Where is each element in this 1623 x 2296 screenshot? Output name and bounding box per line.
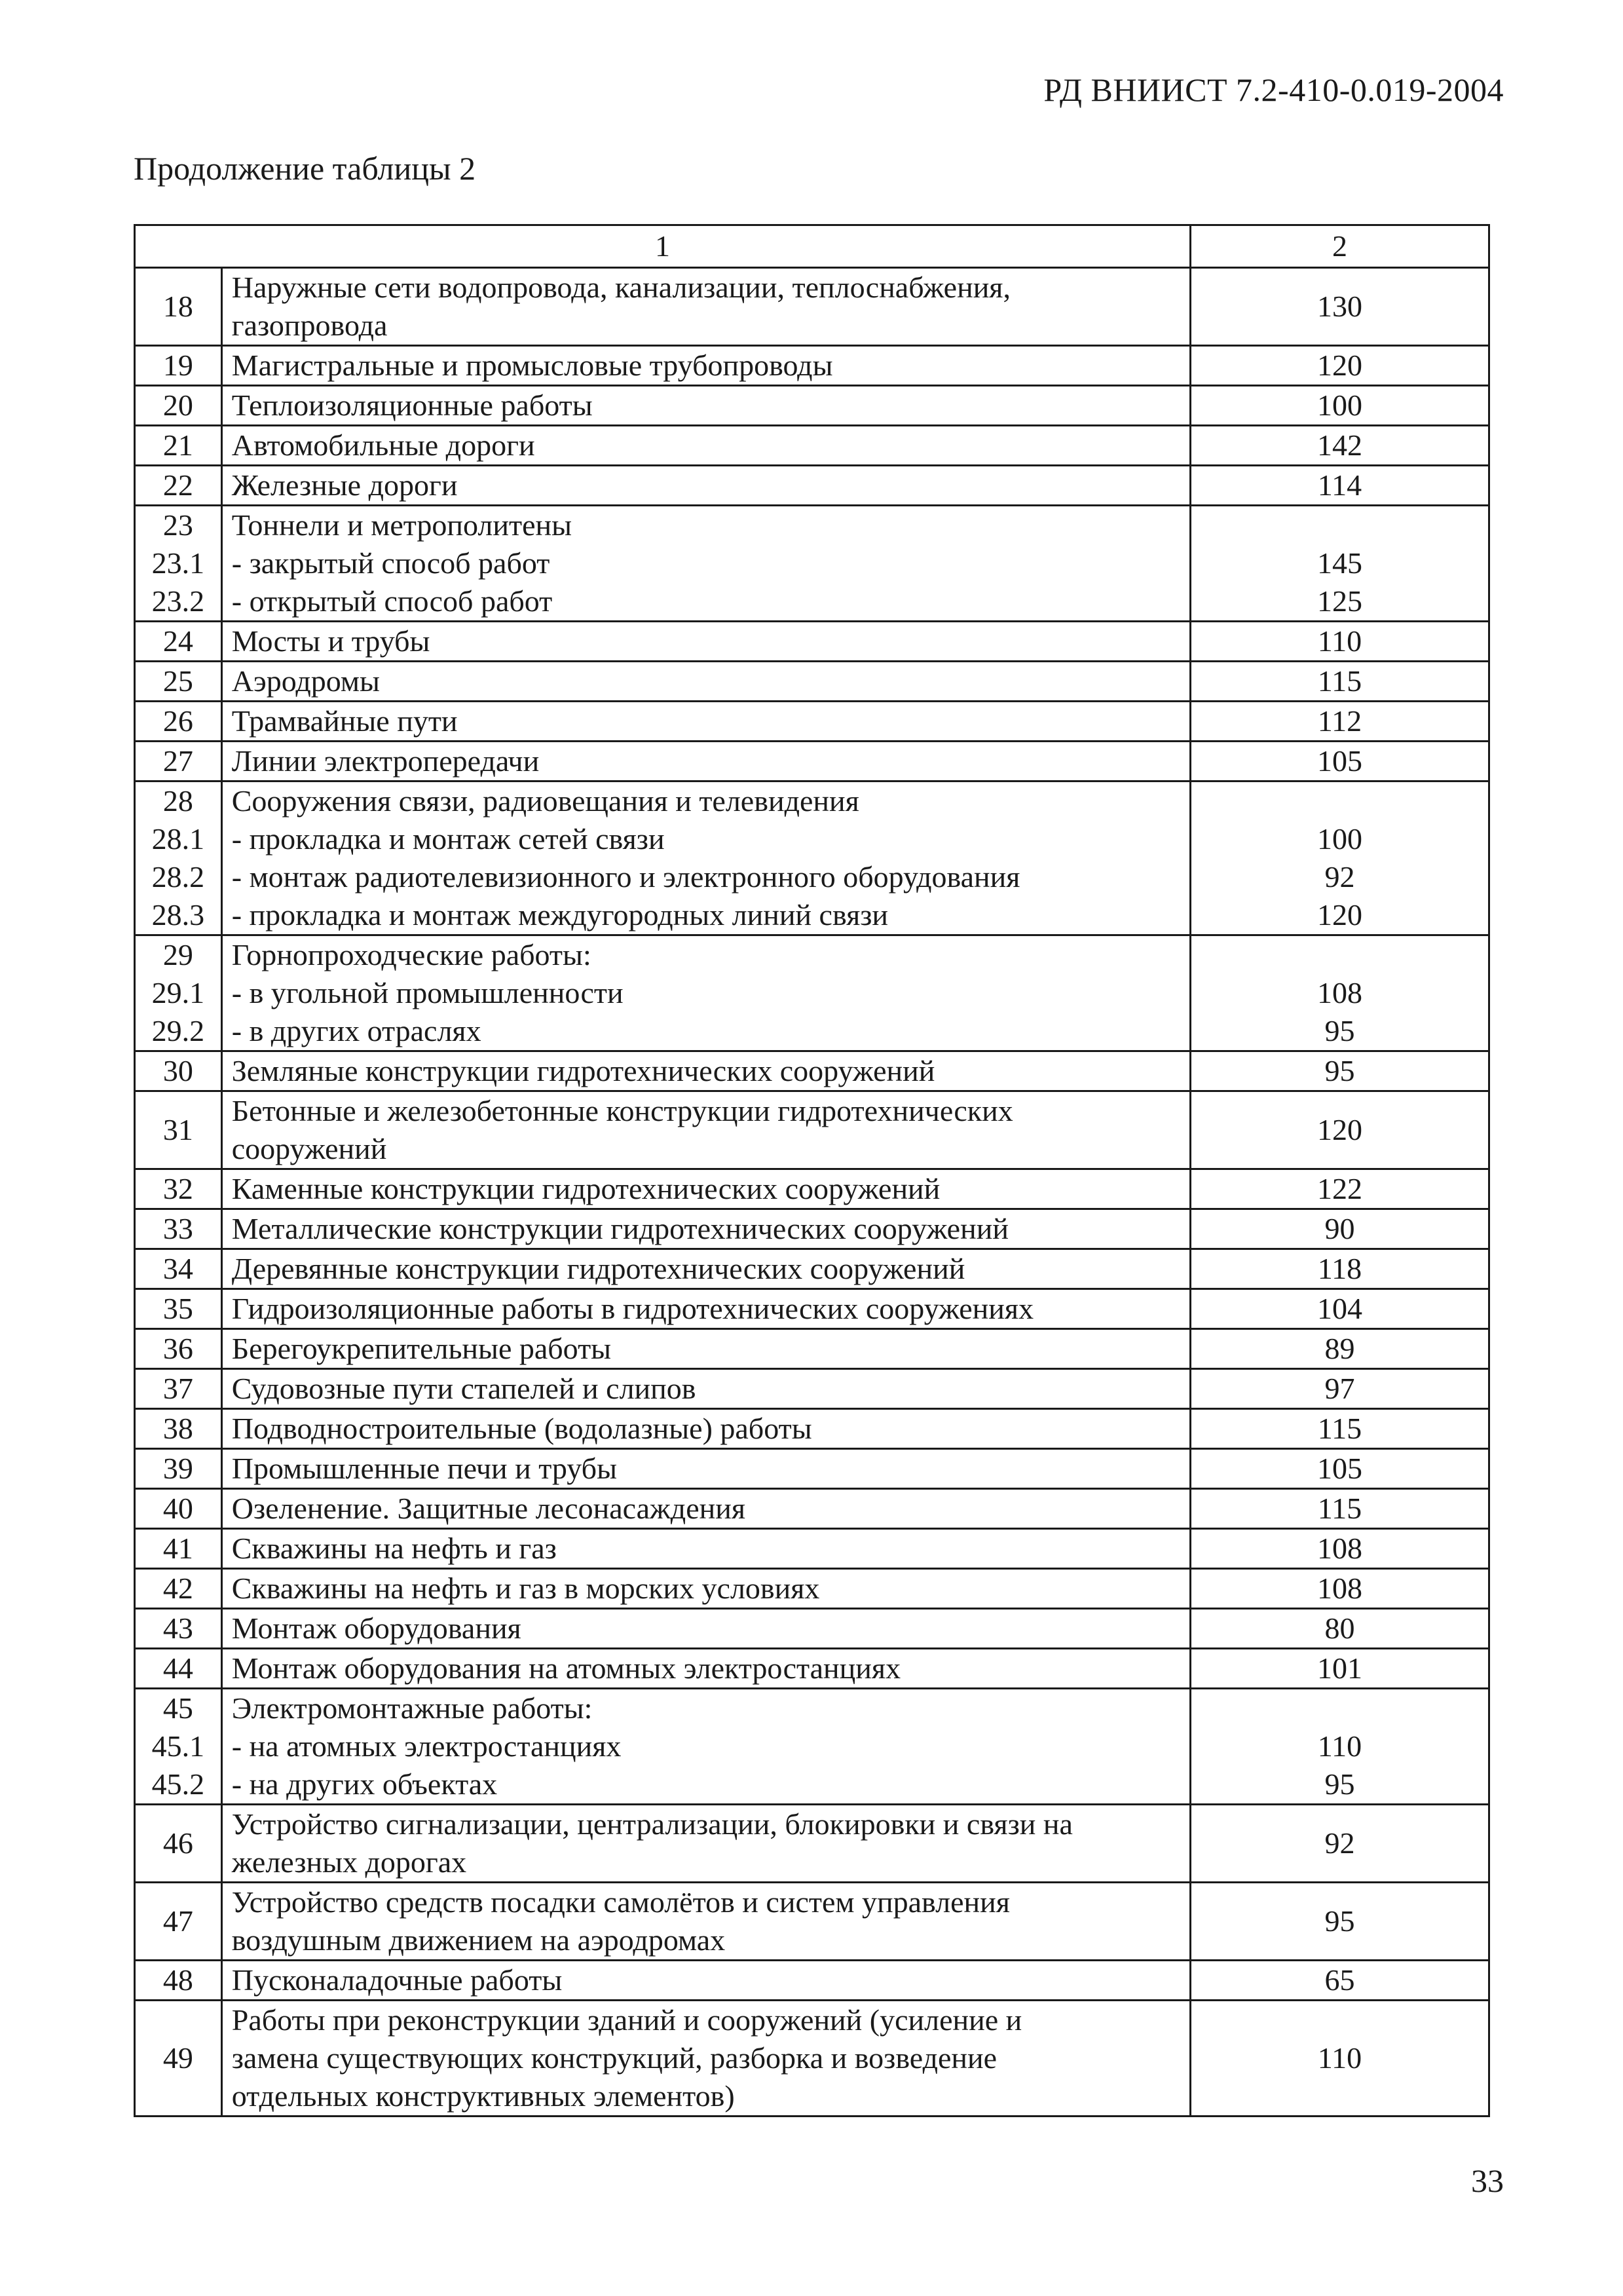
table-header-row bbox=[135, 225, 1489, 268]
table-row bbox=[135, 1569, 1489, 1609]
row-number-cell bbox=[135, 662, 222, 702]
row-number: 28.3 bbox=[151, 898, 205, 932]
row-value-cell bbox=[1190, 1569, 1489, 1609]
row-name: Трамвайные пути bbox=[231, 704, 458, 738]
row-value: 130 bbox=[1316, 290, 1362, 323]
row-name: замена существующих конструкций, разборка и возведение bbox=[231, 2041, 998, 2075]
row-value: 108 bbox=[1316, 1532, 1362, 1565]
row-value-cell bbox=[1190, 1609, 1489, 1649]
table-row bbox=[135, 2001, 1489, 2117]
row-number: 20 bbox=[162, 388, 193, 422]
row-value-cell bbox=[1190, 662, 1489, 702]
row-name: Промышленные печи и трубы bbox=[231, 1452, 617, 1485]
row-value: 115 bbox=[1317, 1492, 1362, 1525]
row-number: 38 bbox=[162, 1412, 193, 1445]
row-number-cell bbox=[135, 1609, 222, 1649]
row-name-cell bbox=[221, 2001, 1190, 2117]
row-value-cell bbox=[1190, 1169, 1489, 1209]
row-number-cell bbox=[135, 1289, 222, 1329]
row-value: 145 bbox=[1316, 546, 1362, 580]
row-value-cell bbox=[1190, 1209, 1489, 1249]
rates-table bbox=[134, 224, 1490, 2117]
row-value: 120 bbox=[1316, 1113, 1362, 1146]
row-number: 24 bbox=[162, 624, 193, 658]
table-row bbox=[135, 386, 1489, 426]
row-value: 108 bbox=[1316, 1571, 1362, 1605]
row-number: 22 bbox=[162, 468, 193, 502]
row-value: 122 bbox=[1316, 1172, 1362, 1205]
row-number-cell bbox=[135, 1961, 222, 2001]
row-name: - в угольной промышленности bbox=[231, 976, 624, 1009]
row-value-cell bbox=[1190, 781, 1489, 935]
row-value: 142 bbox=[1316, 428, 1362, 462]
table-row bbox=[135, 1169, 1489, 1209]
row-number: 32 bbox=[162, 1172, 193, 1205]
row-name: Озеленение. Защитные лесонасаждения bbox=[231, 1492, 746, 1525]
row-number-cell bbox=[135, 466, 222, 506]
row-name: Сооружения связи, радиовещания и телевидения bbox=[231, 784, 859, 818]
row-name: - открытый способ работ bbox=[231, 584, 553, 618]
row-value: 95 bbox=[1324, 1767, 1355, 1801]
row-name: Бетонные и железобетонные конструкции гидротехнических bbox=[231, 1094, 1013, 1127]
row-name: Горнопроходческие работы: bbox=[231, 938, 591, 971]
row-number: 36 bbox=[162, 1332, 193, 1365]
row-value: 101 bbox=[1316, 1651, 1362, 1685]
row-number-cell bbox=[135, 1209, 222, 1249]
row-name: Земляные конструкции гидротехнических сооружений bbox=[231, 1054, 935, 1087]
row-name: Подводностроительные (водолазные) работы bbox=[231, 1412, 812, 1445]
row-value-cell bbox=[1190, 1689, 1489, 1805]
row-name: Пусконаладочные работы bbox=[231, 1963, 563, 1997]
row-number-cell bbox=[135, 702, 222, 742]
row-number: 23.2 bbox=[151, 584, 205, 618]
row-value: 89 bbox=[1324, 1332, 1355, 1365]
row-name: - закрытый способ работ bbox=[231, 546, 550, 580]
row-number: 28 bbox=[162, 784, 193, 818]
row-value: 120 bbox=[1316, 348, 1362, 382]
table-row bbox=[135, 662, 1489, 702]
row-name: Электромонтажные работы: bbox=[231, 1691, 593, 1725]
row-name-cell bbox=[221, 1369, 1190, 1409]
row-number-cell bbox=[135, 1569, 222, 1609]
document-code: РД ВНИИСТ 7.2-410-0.019-2004 bbox=[1043, 71, 1504, 108]
row-value-cell bbox=[1190, 1489, 1489, 1529]
table-row bbox=[135, 268, 1489, 346]
row-value: 115 bbox=[1317, 1412, 1362, 1445]
row-number-cell bbox=[135, 1329, 222, 1369]
table-row bbox=[135, 781, 1489, 935]
row-number: 45 bbox=[162, 1691, 193, 1725]
row-name-cell bbox=[221, 662, 1190, 702]
row-number-cell bbox=[135, 1649, 222, 1689]
row-value: 100 bbox=[1316, 822, 1362, 856]
row-value: 92 bbox=[1324, 860, 1355, 894]
row-value: 112 bbox=[1317, 704, 1362, 738]
row-number-cell bbox=[135, 1449, 222, 1489]
table-row bbox=[135, 466, 1489, 506]
row-name: Монтаж оборудования bbox=[231, 1611, 521, 1645]
row-number: 45.2 bbox=[151, 1767, 205, 1801]
row-value: 114 bbox=[1317, 468, 1362, 502]
row-number-cell bbox=[135, 1689, 222, 1805]
row-value bbox=[1191, 782, 1488, 820]
row-value-cell bbox=[1190, 1883, 1489, 1961]
row-value-cell bbox=[1190, 742, 1489, 781]
row-name: Магистральные и промысловые трубопроводы bbox=[231, 348, 833, 382]
row-value-cell bbox=[1190, 702, 1489, 742]
row-value-cell bbox=[1190, 1091, 1489, 1169]
table-row bbox=[135, 506, 1489, 622]
table-row bbox=[135, 1883, 1489, 1961]
row-number: 44 bbox=[162, 1651, 193, 1685]
row-number-cell bbox=[135, 1529, 222, 1569]
table-row bbox=[135, 1529, 1489, 1569]
row-number-cell bbox=[135, 1249, 222, 1289]
row-value: 104 bbox=[1316, 1292, 1362, 1325]
row-value: 110 bbox=[1317, 624, 1362, 658]
row-name: газопровода bbox=[231, 309, 388, 342]
row-name-cell bbox=[221, 1409, 1190, 1449]
table-caption: Продолжение таблицы 2 bbox=[134, 150, 476, 187]
row-number: 28.1 bbox=[151, 822, 205, 856]
row-number: 48 bbox=[162, 1963, 193, 1997]
row-name-cell bbox=[221, 1961, 1190, 2001]
row-number: 42 bbox=[162, 1571, 193, 1605]
row-name: - на других объектах bbox=[231, 1767, 498, 1801]
table-row bbox=[135, 1689, 1489, 1805]
row-value-cell bbox=[1190, 1249, 1489, 1289]
row-name-cell bbox=[221, 1529, 1190, 1569]
row-value: 95 bbox=[1324, 1054, 1355, 1087]
table-row bbox=[135, 1449, 1489, 1489]
row-value-cell bbox=[1190, 1961, 1489, 2001]
table-row bbox=[135, 346, 1489, 386]
row-value: 105 bbox=[1316, 744, 1362, 778]
row-number-cell bbox=[135, 742, 222, 781]
row-name-cell bbox=[221, 702, 1190, 742]
table-row bbox=[135, 1369, 1489, 1409]
row-number: 45.1 bbox=[151, 1729, 205, 1763]
row-number: 21 bbox=[162, 428, 193, 462]
row-value-cell bbox=[1190, 466, 1489, 506]
row-value-cell bbox=[1190, 386, 1489, 426]
table-row bbox=[135, 1051, 1489, 1091]
row-name: Берегоукрепительные работы bbox=[231, 1332, 612, 1365]
row-name: Железные дороги bbox=[231, 468, 458, 502]
row-name-cell bbox=[221, 1489, 1190, 1529]
row-number: 34 bbox=[162, 1252, 193, 1285]
row-value bbox=[1191, 506, 1488, 544]
row-name-cell bbox=[221, 1169, 1190, 1209]
row-number: 33 bbox=[162, 1212, 193, 1245]
row-name-cell bbox=[221, 1051, 1190, 1091]
row-number: 25 bbox=[162, 664, 193, 698]
row-value-cell bbox=[1190, 2001, 1489, 2117]
row-number: 37 bbox=[162, 1372, 193, 1405]
row-name-cell bbox=[221, 466, 1190, 506]
column-header-1: 1 bbox=[135, 225, 1191, 268]
row-name: Мосты и трубы bbox=[231, 624, 430, 658]
row-number-cell bbox=[135, 935, 222, 1051]
row-value-cell bbox=[1190, 268, 1489, 346]
row-number-cell bbox=[135, 1169, 222, 1209]
row-name: воздушным движением на аэродромах bbox=[231, 1923, 726, 1957]
row-name-cell bbox=[221, 935, 1190, 1051]
row-number-cell bbox=[135, 506, 222, 622]
row-number: 19 bbox=[162, 348, 193, 382]
row-number: 47 bbox=[162, 1904, 193, 1938]
row-number-cell bbox=[135, 426, 222, 466]
row-number-cell bbox=[135, 1883, 222, 1961]
row-number-cell bbox=[135, 622, 222, 662]
row-name: Наружные сети водопровода, канализации, теплоснабжения, bbox=[231, 271, 1011, 304]
row-number-cell bbox=[135, 1409, 222, 1449]
row-number-cell bbox=[135, 346, 222, 386]
row-name: Устройство средств посадки самолётов и систем управления bbox=[231, 1885, 1010, 1919]
row-value-cell bbox=[1190, 1449, 1489, 1489]
table-row bbox=[135, 702, 1489, 742]
row-value-cell bbox=[1190, 1529, 1489, 1569]
row-value: 125 bbox=[1316, 584, 1362, 618]
row-number-cell bbox=[135, 2001, 222, 2117]
table-row bbox=[135, 426, 1489, 466]
row-name: Судовозные пути стапелей и слипов bbox=[231, 1372, 696, 1405]
row-number-cell bbox=[135, 1489, 222, 1529]
row-value-cell bbox=[1190, 1051, 1489, 1091]
table-row bbox=[135, 1091, 1489, 1169]
row-value-cell bbox=[1190, 1805, 1489, 1883]
table-row bbox=[135, 1249, 1489, 1289]
table-row bbox=[135, 1289, 1489, 1329]
row-name-cell bbox=[221, 1249, 1190, 1289]
row-number: 26 bbox=[162, 704, 193, 738]
table-body bbox=[135, 268, 1489, 2117]
row-value-cell bbox=[1190, 506, 1489, 622]
row-name-cell bbox=[221, 1329, 1190, 1369]
row-number-cell bbox=[135, 1369, 222, 1409]
row-number: 31 bbox=[162, 1113, 193, 1146]
row-name-cell bbox=[221, 506, 1190, 622]
page-number: 33 bbox=[1471, 2162, 1504, 2199]
row-name: сооружений bbox=[231, 1132, 387, 1165]
row-value bbox=[1191, 1689, 1488, 1727]
row-number: 49 bbox=[162, 2041, 193, 2075]
row-number: 29.2 bbox=[151, 1014, 205, 1047]
row-name-cell bbox=[221, 1091, 1190, 1169]
row-value: 95 bbox=[1324, 1014, 1355, 1047]
row-number-cell bbox=[135, 1805, 222, 1883]
row-value: 110 bbox=[1317, 1729, 1362, 1763]
row-number: 46 bbox=[162, 1826, 193, 1860]
row-name: - в других отраслях bbox=[231, 1014, 481, 1047]
row-value: 65 bbox=[1324, 1963, 1355, 1997]
row-name: Скважины на нефть и газ bbox=[231, 1532, 557, 1565]
row-name: - монтаж радиотелевизионного и электронного оборудования bbox=[231, 860, 1020, 894]
row-name: Скважины на нефть и газ в морских условиях bbox=[231, 1571, 820, 1605]
row-number: 39 bbox=[162, 1452, 193, 1485]
row-number-cell bbox=[135, 386, 222, 426]
row-number: 27 bbox=[162, 744, 193, 778]
row-value: 95 bbox=[1324, 1904, 1355, 1938]
row-name-cell bbox=[221, 1609, 1190, 1649]
row-value-cell bbox=[1190, 426, 1489, 466]
row-value: 100 bbox=[1316, 388, 1362, 422]
row-number: 18 bbox=[162, 290, 193, 323]
row-value: 90 bbox=[1324, 1212, 1355, 1245]
table-row bbox=[135, 622, 1489, 662]
column-header-2: 2 bbox=[1190, 225, 1489, 268]
row-name: Работы при реконструкции зданий и сооружений (усиление и bbox=[231, 2003, 1022, 2037]
row-value: 108 bbox=[1316, 976, 1362, 1009]
row-value: 92 bbox=[1324, 1826, 1355, 1860]
row-name: Автомобильные дороги bbox=[231, 428, 535, 462]
table-row bbox=[135, 1489, 1489, 1529]
row-number: 29 bbox=[162, 938, 193, 971]
row-name: Монтаж оборудования на атомных электростанциях bbox=[231, 1651, 901, 1685]
row-number: 28.2 bbox=[151, 860, 205, 894]
row-value-cell bbox=[1190, 622, 1489, 662]
row-value-cell bbox=[1190, 1649, 1489, 1689]
row-name-cell bbox=[221, 742, 1190, 781]
row-number: 40 bbox=[162, 1492, 193, 1525]
row-value-cell bbox=[1190, 1289, 1489, 1329]
row-name-cell bbox=[221, 426, 1190, 466]
row-number: 30 bbox=[162, 1054, 193, 1087]
row-value: 120 bbox=[1316, 898, 1362, 932]
table-row bbox=[135, 935, 1489, 1051]
row-name-cell bbox=[221, 1289, 1190, 1329]
row-name: Металлические конструкции гидротехнических сооружений bbox=[231, 1212, 1009, 1245]
table-row bbox=[135, 1609, 1489, 1649]
row-value: 118 bbox=[1317, 1252, 1362, 1285]
row-number: 23 bbox=[162, 508, 193, 542]
row-number: 23.1 bbox=[151, 546, 205, 580]
row-name-cell bbox=[221, 1649, 1190, 1689]
table-row bbox=[135, 1209, 1489, 1249]
row-number: 43 bbox=[162, 1611, 193, 1645]
row-name: отдельных конструктивных элементов) bbox=[231, 2079, 735, 2113]
table-row bbox=[135, 1409, 1489, 1449]
row-name-cell bbox=[221, 268, 1190, 346]
row-name-cell bbox=[221, 781, 1190, 935]
row-number: 41 bbox=[162, 1532, 193, 1565]
row-name: Аэродромы bbox=[231, 664, 380, 698]
row-name: Линии электропередачи bbox=[231, 744, 540, 778]
table-row bbox=[135, 742, 1489, 781]
row-name-cell bbox=[221, 1689, 1190, 1805]
row-number: 29.1 bbox=[151, 976, 205, 1009]
row-name-cell bbox=[221, 1209, 1190, 1249]
row-name: - прокладка и монтаж междугородных линий связи bbox=[231, 898, 889, 932]
row-name: Теплоизоляционные работы bbox=[231, 388, 593, 422]
row-value: 97 bbox=[1324, 1372, 1355, 1405]
table-row bbox=[135, 1805, 1489, 1883]
row-value-cell bbox=[1190, 1409, 1489, 1449]
row-name: Устройство сигнализации, централизации, блокировки и связи на bbox=[231, 1807, 1073, 1841]
row-name: Каменные конструкции гидротехнических сооружений bbox=[231, 1172, 941, 1205]
row-value bbox=[1191, 936, 1488, 974]
row-number-cell bbox=[135, 1051, 222, 1091]
row-number-cell bbox=[135, 268, 222, 346]
row-name: Деревянные конструкции гидротехнических сооружений bbox=[231, 1252, 965, 1285]
row-name: железных дорогах bbox=[231, 1845, 467, 1879]
table-row bbox=[135, 1649, 1489, 1689]
row-name-cell bbox=[221, 386, 1190, 426]
row-value: 115 bbox=[1317, 664, 1362, 698]
row-value-cell bbox=[1190, 1329, 1489, 1369]
row-name: Тоннели и метрополитены bbox=[231, 508, 572, 542]
row-number-cell bbox=[135, 1091, 222, 1169]
row-name-cell bbox=[221, 622, 1190, 662]
row-value-cell bbox=[1190, 935, 1489, 1051]
row-name-cell bbox=[221, 1449, 1190, 1489]
row-value: 110 bbox=[1317, 2041, 1362, 2075]
table-row bbox=[135, 1961, 1489, 2001]
row-number-cell bbox=[135, 781, 222, 935]
row-value-cell bbox=[1190, 1369, 1489, 1409]
row-name-cell bbox=[221, 1805, 1190, 1883]
table-row bbox=[135, 1329, 1489, 1369]
row-name: Гидроизоляционные работы в гидротехнических сооружениях bbox=[231, 1292, 1034, 1325]
row-name-cell bbox=[221, 346, 1190, 386]
row-name-cell bbox=[221, 1569, 1190, 1609]
row-value: 80 bbox=[1324, 1611, 1355, 1645]
row-name-cell bbox=[221, 1883, 1190, 1961]
row-value: 105 bbox=[1316, 1452, 1362, 1485]
row-number: 35 bbox=[162, 1292, 193, 1325]
row-name: - прокладка и монтаж сетей связи bbox=[231, 822, 665, 856]
row-value-cell bbox=[1190, 346, 1489, 386]
row-name: - на атомных электростанциях bbox=[231, 1729, 622, 1763]
